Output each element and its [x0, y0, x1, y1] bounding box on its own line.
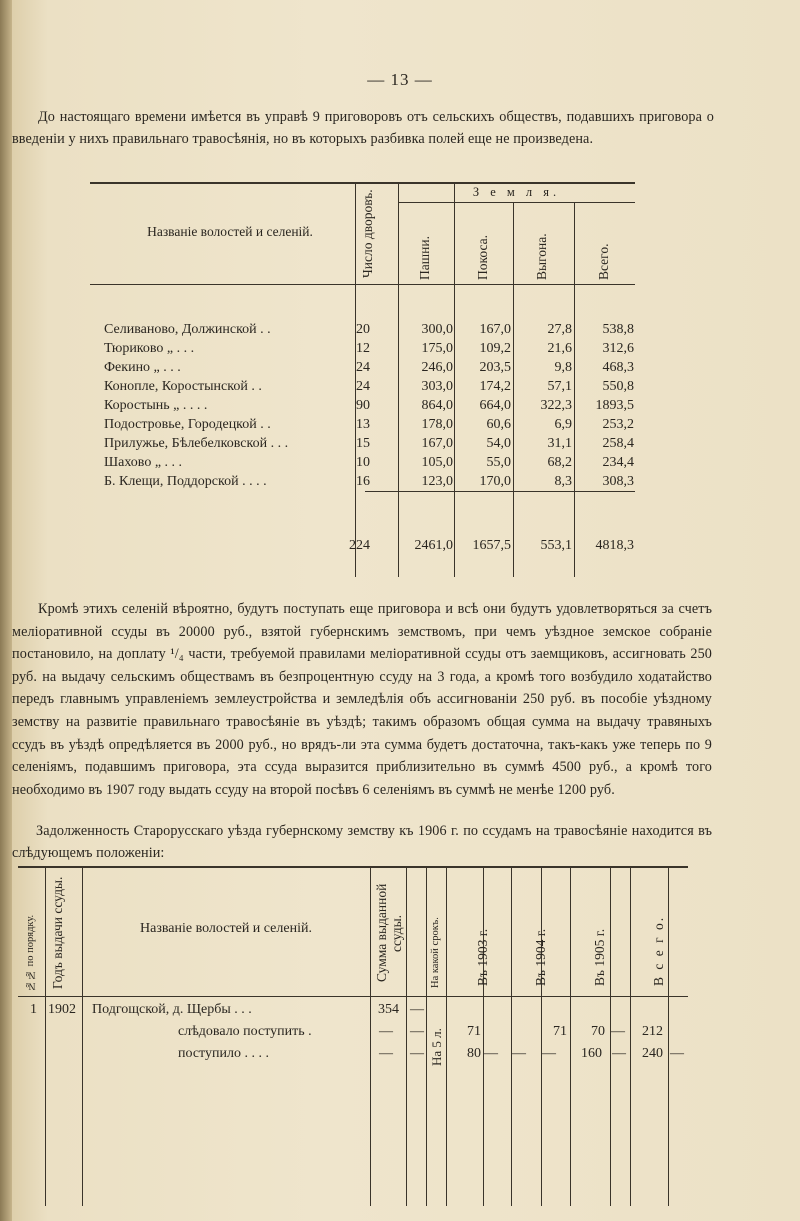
table-row — [90, 360, 635, 378]
table-rule — [90, 182, 635, 184]
due-1905-dash: — — [611, 1024, 625, 1039]
header-1904: Въ 1904 г. — [533, 928, 548, 986]
header-year: Годъ выдачи ссуды. — [50, 876, 65, 990]
header-total: В с е г о. — [651, 915, 666, 986]
header-term: На какой срокъ. — [430, 917, 441, 988]
header-pasture: Выгона. — [534, 233, 549, 280]
row-households: 24 — [356, 379, 370, 394]
paid-1903: 80 — [467, 1046, 481, 1061]
header-name: Названіе волостей и селеній. — [147, 224, 313, 239]
due-total: 212 — [642, 1024, 663, 1039]
total-arable: 2461,0 — [414, 538, 453, 553]
header-no: №№ по порядку. — [25, 914, 36, 991]
table-row — [90, 398, 635, 416]
row-hay: 167,0 — [479, 322, 511, 337]
table-rule — [18, 866, 688, 868]
table-rule — [398, 202, 635, 203]
table-row — [90, 436, 635, 454]
header-name: Названіе волостей и селеній. — [140, 921, 312, 936]
page-number: — 13 — — [367, 70, 433, 89]
row-name: Коростынь „ . . . . — [104, 398, 208, 413]
row-arable: 175,0 — [421, 341, 453, 356]
column-divider — [426, 866, 427, 1206]
row-total: 538,8 — [602, 322, 634, 337]
total-hay: 1657,5 — [472, 538, 511, 553]
header-sum: Сумма выданной ссуды. — [374, 883, 404, 983]
row-hay: 109,2 — [479, 341, 511, 356]
row-arable: 123,0 — [421, 474, 453, 489]
table-row — [90, 341, 635, 359]
table-row — [90, 455, 635, 473]
column-divider — [82, 866, 83, 1206]
row-hay: 174,2 — [479, 379, 511, 394]
column-divider — [446, 866, 447, 1206]
row-pasture: 8,3 — [554, 474, 572, 489]
row-name: Подгощской, д. Щербы . . . — [92, 1002, 252, 1017]
row-total: 1893,5 — [595, 398, 634, 413]
paid-1904b-dash: — — [542, 1046, 556, 1061]
header-1903: Въ 1903 г. — [475, 928, 490, 986]
total-households: 224 — [349, 538, 370, 553]
row-total: 308,3 — [602, 474, 634, 489]
row-name: Конопле, Коростынской . . — [104, 379, 262, 394]
paid-label: поступило . . . . — [178, 1046, 269, 1061]
land-table — [90, 182, 635, 577]
header-households: Число дворовъ. — [360, 189, 375, 279]
row-hay: 54,0 — [486, 436, 511, 451]
debt-paragraph: Задолженность Старорусскаго уѣзда губернскому земству къ 1906 г. по ссудамъ на травосѣяніе находится въ слѣдующемъ положеніи: — [12, 823, 712, 861]
row-hay: 664,0 — [479, 398, 511, 413]
paid-1905: 160 — [581, 1046, 602, 1061]
row-households: 24 — [356, 360, 370, 375]
row-sum: 354 — [378, 1002, 399, 1017]
total-total: 4818,3 — [595, 538, 634, 553]
row-pasture: 322,3 — [540, 398, 572, 413]
row-households: 12 — [356, 341, 370, 356]
paid-term-dash: — — [410, 1046, 424, 1061]
row-pasture: 57,1 — [547, 379, 572, 394]
table-row — [90, 417, 635, 435]
column-divider — [511, 866, 512, 1206]
column-divider — [630, 866, 631, 1206]
header-1905: Въ 1905 г. — [592, 928, 607, 986]
row-households: 90 — [356, 398, 370, 413]
intro-paragraph: До настоящаго времени имѣется въ управѣ 9 приговоровъ отъ сельскихъ обществъ, подавшихъ приговора о введеніи у нихъ правильнаго травосѣянія, но въ которыхъ разбивка полей еще не произведена. — [12, 109, 714, 147]
row-households: 13 — [356, 417, 370, 432]
book-spine-edge — [0, 0, 12, 1221]
row-pasture: 9,8 — [554, 360, 572, 375]
paid-1903-dash: — — [484, 1046, 498, 1061]
paid-sum-dash: — — [379, 1046, 393, 1061]
row-sum-dash: — — [410, 1002, 424, 1017]
row-year: 1902 — [48, 1002, 76, 1017]
table-rule — [90, 284, 635, 285]
row-name: Тюриково „ . . . — [104, 341, 195, 356]
row-pasture: 68,2 — [547, 455, 572, 470]
row-name: Селиваново, Должинской . . — [104, 322, 271, 337]
row-hay: 60,6 — [486, 417, 511, 432]
due-1903: 71 — [467, 1024, 481, 1039]
paid-1904-dash: — — [512, 1046, 526, 1061]
row-no: 1 — [30, 1002, 37, 1017]
row-arable: 178,0 — [421, 417, 453, 432]
row-pasture: 6,9 — [554, 417, 572, 432]
row-arable: 246,0 — [421, 360, 453, 375]
row-arable: 864,0 — [421, 398, 453, 413]
total-pasture: 553,1 — [540, 538, 572, 553]
row-total: 234,4 — [602, 455, 634, 470]
paid-total-dash: — — [670, 1046, 684, 1061]
row-total: 258,4 — [602, 436, 634, 451]
header-land: З е м л я. — [472, 185, 561, 199]
row-pasture: 31,1 — [547, 436, 572, 451]
row-name: Б. Клещи, Поддорской . . . . — [104, 474, 267, 489]
row-term: На 5 л. — [429, 1028, 444, 1066]
row-total: 253,2 — [602, 417, 634, 432]
header-total: Всего. — [596, 243, 611, 280]
column-divider — [406, 866, 407, 1206]
row-total: 550,8 — [602, 379, 634, 394]
row-total: 468,3 — [602, 360, 634, 375]
header-arable: Пашни. — [417, 236, 432, 280]
row-pasture: 27,8 — [547, 322, 572, 337]
row-name: Шахово „ . . . — [104, 455, 183, 470]
table-rule — [18, 996, 688, 997]
header-hay: Покоса. — [475, 235, 490, 280]
row-name: Фекино „ . . . — [104, 360, 181, 375]
row-total: 312,6 — [602, 341, 634, 356]
row-households: 10 — [356, 455, 370, 470]
due-sum-dash: — — [379, 1024, 393, 1039]
table-row — [90, 322, 635, 340]
due-label: слѣдовало поступить . — [178, 1024, 312, 1039]
body-paragraph: Кромѣ этихъ селеній вѣроятно, будутъ поступать еще приговора и всѣ они будутъ удовлетворяться за счетъ меліоративной ссуды въ 20000 руб., взятой губернскимъ земствомъ, при чемъ уѣздное земское собраніе постановило, на доплату ¹/₄ части, требуемой правилами меліоративной ссуды отъ заемщиковъ, ассигновать 250 руб. на выдачу сельскимъ обществамъ въ безпроцентную ссуду на 3 года, а кромѣ того возбудило ходатайство передъ главнымъ управленіемъ землеустройства и земледѣлія объ ассигнованіи 250 руб. въ пособіе уѣздному земству на развитіе правильнаго травосѣяніе въ уѣздѣ; такимъ образомъ общая сумма на выдачу травяныхъ ссудъ въ уѣздѣ опредѣляется въ 2000 руб., но врядъ-ли эта сумма будетъ достаточна, такъ-какъ уже теперь по 9 селеніямъ, подавшимъ приговора, эта ссуда выразится приблизительно въ суммѣ 4500 руб., а кромѣ того необходимо въ 1907 году выдать ссуду на второй посѣвъ 6 селеніямъ въ суммѣ не менѣе 1200 руб. — [12, 601, 712, 798]
loan-table — [18, 866, 688, 1206]
row-arable: 105,0 — [421, 455, 453, 470]
row-name: Подостровье, Городецкой . . — [104, 417, 271, 432]
row-arable: 167,0 — [421, 436, 453, 451]
due-1905: 70 — [591, 1024, 605, 1039]
row-arable: 303,0 — [421, 379, 453, 394]
column-divider — [370, 866, 371, 1206]
table-row — [90, 474, 635, 492]
row-hay: 55,0 — [486, 455, 511, 470]
paid-1905-dash: — — [612, 1046, 626, 1061]
table-row — [90, 379, 635, 397]
row-households: 20 — [356, 322, 370, 337]
column-divider — [45, 866, 46, 1206]
row-arable: 300,0 — [421, 322, 453, 337]
row-households: 16 — [356, 474, 370, 489]
row-name: Прилужье, Бѣлебелковской . . . — [104, 436, 289, 451]
column-divider — [668, 866, 669, 1206]
row-households: 15 — [356, 436, 370, 451]
row-hay: 203,5 — [479, 360, 511, 375]
totals-row — [90, 538, 635, 556]
due-1904: 71 — [553, 1024, 567, 1039]
column-divider — [570, 866, 571, 1206]
row-pasture: 21,6 — [547, 341, 572, 356]
due-term-dash: — — [410, 1024, 424, 1039]
row-hay: 170,0 — [479, 474, 511, 489]
paid-total: 240 — [642, 1046, 663, 1061]
